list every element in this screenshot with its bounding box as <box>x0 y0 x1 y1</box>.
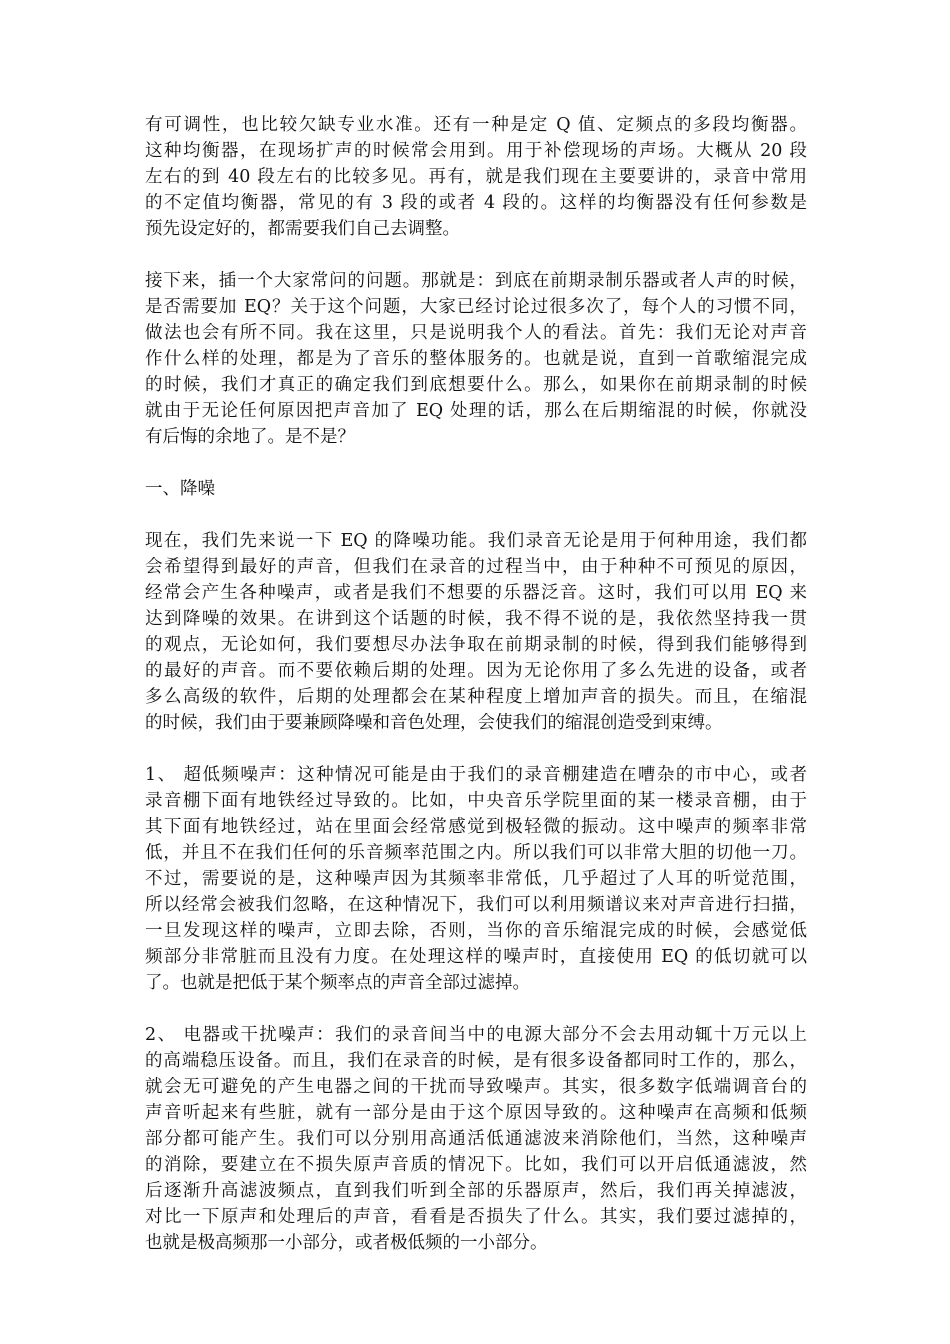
text-line: 经常会产生各种噪声，或者是我们不想要的乐器泛音。这时，我们可以用 EQ 来 <box>145 583 807 603</box>
paragraph-ultra-low-frequency-noise <box>145 762 807 996</box>
section-heading: 一、降噪 <box>145 479 215 499</box>
text-line: 了。也就是把低于某个频率点的声音全部过滤掉。 <box>145 973 530 993</box>
section-heading-noise-reduction <box>145 476 807 502</box>
text-line: 接下来，插一个大家常问的问题。那就是：到底在前期录制乐器或者人声的时候， <box>145 271 807 291</box>
text-line: 部分都可能产生。我们可以分别用高通活低通滤波来消除他们，当然，这种噪声 <box>145 1129 807 1149</box>
text-line: 其下面有地铁经过，站在里面会经常感觉到极轻微的振动。这中噪声的频率非常 <box>145 817 807 837</box>
paragraph-noise-reduction-intro <box>145 528 807 736</box>
text-line: 的不定值均衡器，常见的有 3 段的或者 4 段的。这样的均衡器没有任何参数是 <box>145 193 807 213</box>
paragraph-eq-types-intro <box>145 112 807 242</box>
text-line: 的时候，我们才真正的确定我们到底想要什么。那么，如果你在前期录制的时候 <box>145 375 807 395</box>
text-line: 作什么样的处理，都是为了音乐的整体服务的。也就是说，直到一首歌缩混完成 <box>145 349 807 369</box>
text-line: 的时候，我们由于要兼顾降噪和音色处理，会使我们的缩混创造受到束缚。 <box>145 713 723 733</box>
text-line: 对比一下原声和处理后的声音，看看是否损失了什么。其实，我们要过滤掉的， <box>145 1207 807 1227</box>
text-line: 的消除，要建立在不损失原声音质的情况下。比如，我们可以开启低通滤波，然 <box>145 1155 807 1175</box>
text-line: 就会无可避免的产生电器之间的干扰而导致噪声。其实，很多数字低端调音台的 <box>145 1077 807 1097</box>
text-line: 有后悔的余地了。是不是？ <box>145 427 355 447</box>
text-line: 不过，需要说的是，这种噪声因为其频率非常低，几乎超过了人耳的听觉范围， <box>145 869 807 889</box>
text-line: 左右的到 40 段左右的比较多见。再有，就是我们现在主要要讲的，录音中常用 <box>145 167 807 187</box>
document-page <box>145 112 807 1256</box>
text-line: 这种均衡器，在现场扩声的时候常会用到。用于补偿现场的声场。大概从 20 段 <box>145 141 807 161</box>
text-line: 的最好的声音。而不要依赖后期的处理。因为无论你用了多么先进的设备，或者 <box>145 661 807 681</box>
text-line: 1、 超低频噪声：这种情况可能是由于我们的录音棚建造在嘈杂的市中心，或者 <box>145 765 807 785</box>
text-line: 预先设定好的，都需要我们自己去调整。 <box>145 219 460 239</box>
text-line: 做法也会有所不同。我在这里，只是说明我个人的看法。首先：我们无论对声音 <box>145 323 807 343</box>
text-line: 2、 电器或干扰噪声：我们的录音间当中的电源大部分不会去用动辄十万元以上 <box>145 1025 807 1045</box>
text-line: 的观点，无论如何，我们要想尽办法争取在前期录制的时候，得到我们能够得到 <box>145 635 807 655</box>
text-line: 频部分非常脏而且没有力度。在处理这样的噪声时，直接使用 EQ 的低切就可以 <box>145 947 807 967</box>
text-line: 有可调性，也比较欠缺专业水准。还有一种是定 Q 值、定频点的多段均衡器。 <box>145 115 807 135</box>
text-line: 达到降噪的效果。在讲到这个话题的时候，我不得不说的是，我依然坚持我一贯 <box>145 609 807 629</box>
text-line: 就由于无论任何原因把声音加了 EQ 处理的话，那么在后期缩混的时候，你就没 <box>145 401 807 421</box>
text-line: 也就是极高频那一小部分，或者极低频的一小部分。 <box>145 1233 548 1253</box>
paragraph-electrical-interference-noise <box>145 1022 807 1256</box>
text-line: 所以经常会被我们忽略，在这种情况下，我们可以利用频谱议来对声音进行扫描， <box>145 895 807 915</box>
text-line: 录音棚下面有地铁经过导致的。比如，中央音乐学院里面的某一楼录音棚，由于 <box>145 791 807 811</box>
text-line: 是否需要加 EQ？关于这个问题，大家已经讨论过很多次了，每个人的习惯不同， <box>145 297 807 317</box>
text-line: 一旦发现这样的噪声，立即去除，否则，当你的音乐缩混完成的时候，会感觉低 <box>145 921 807 941</box>
text-line: 后逐渐升高滤波频点，直到我们听到全部的乐器原声，然后，我们再关掉滤波， <box>145 1181 807 1201</box>
paragraph-eq-recording-question <box>145 268 807 450</box>
text-line: 多么高级的软件，后期的处理都会在某种程度上增加声音的损失。而且，在缩混 <box>145 687 807 707</box>
text-line: 会希望得到最好的声音，但我们在录音的过程当中，由于种种不可预见的原因， <box>145 557 807 577</box>
text-line: 低，并且不在我们任何的乐音频率范围之内。所以我们可以非常大胆的切他一刀。 <box>145 843 807 863</box>
text-line: 的高端稳压设备。而且，我们在录音的时候，是有很多设备都同时工作的，那么， <box>145 1051 807 1071</box>
text-line: 声音听起来有些脏，就有一部分是由于这个原因导致的。这种噪声在高频和低频 <box>145 1103 807 1123</box>
text-line: 现在，我们先来说一下 EQ 的降噪功能。我们录音无论是用于何种用途，我们都 <box>145 531 807 551</box>
